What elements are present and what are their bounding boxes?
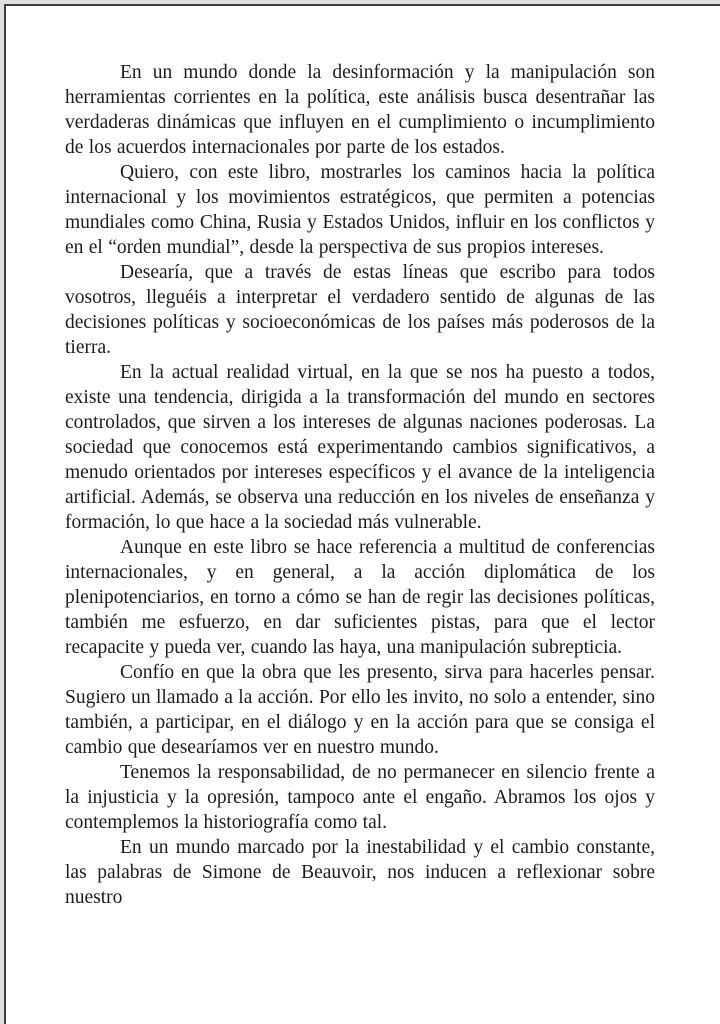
- paragraph: Aunque en este libro se hace referencia a multitud de conferencias internacionales, y en general, a la acción diplomática de los plenipotenciarios, en torno a cómo se han de regir las decisiones políticas, también me esfuerzo, en dar suficientes pistas, para que el lector recapacite y pueda ver, cuando las haya, una manipulación subrepticia.: [65, 537, 655, 658]
- paragraph: En un mundo marcado por la inestabilidad y el cambio constante, las palabras de Simone de Beauvoir, nos inducen a reflexionar sobre nuestro: [65, 837, 655, 908]
- paragraph: Quiero, con este libro, mostrarles los caminos hacia la política internacional y los movimientos estratégicos, que permiten a potencias mundiales como China, Rusia y Estados Unidos, influir en los conflictos y en el “orden mundial”, desde la perspectiva de sus propios intereses.: [65, 162, 655, 258]
- paragraph: Tenemos la responsabilidad, de no permanecer en silencio frente a la injusticia y la opresión, tampoco ante el engaño. Abramos los ojos y contemplemos la historiografía como tal.: [65, 762, 655, 833]
- paragraph: En un mundo donde la desinformación y la manipulación son herramientas corrientes en la política, este análisis busca desentrañar las verdaderas dinámicas que influyen en el cumplimiento o incumplimiento de los acuerdos internacionales por parte de los estados.: [65, 62, 655, 158]
- paragraph: En la actual realidad virtual, en la que se nos ha puesto a todos, existe una tendencia, dirigida a la transformación del mundo en sectores controlados, que sirven a los intereses de algunas naciones poderosas. La sociedad que conocemos está experimentando cambios significativos, a menudo orientados por intereses específicos y el avance de la inteligencia artificial. Además, se observa una reducción en los niveles de enseñanza y formación, lo que hace a la sociedad más vulnerable.: [65, 362, 655, 533]
- book-page: [4, 4, 720, 1024]
- page-text: [6, 6, 720, 910]
- paragraph: Desearía, que a través de estas líneas que escribo para todos vosotros, lleguéis a interpretar el verdadero sentido de algunas de las decisiones políticas y socioeconómicas de los países más poderosos de la tierra.: [65, 262, 655, 358]
- paragraph: Confío en que la obra que les presento, sirva para hacerles pensar. Sugiero un llamado a la acción. Por ello les invito, no solo a entender, sino también, a participar, en el diálogo y en la acción para que se consiga el cambio que desearíamos ver en nuestro mundo.: [65, 662, 655, 758]
